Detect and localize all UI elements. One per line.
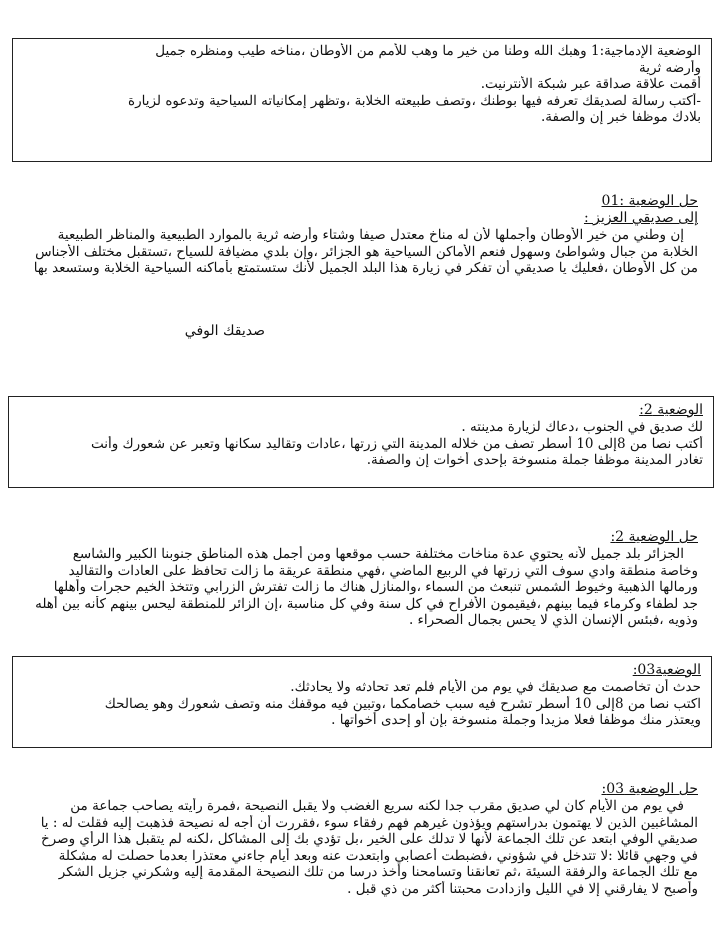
answer-2-line: ورمالها الذهبية وخيوط الشمس تنبعث من السماء ،والمنازل هناك ما زالت تفترش الزرابي وتتخذ الخيم حجرات وأهلها: [53, 579, 698, 596]
answer-3-line: في يوم من الأيام كان لي صديق مقرب جدا لكنه سريع الغضب ولا يقبل النصيحة ،فمرة رأيته يصاحب جماعة من: [70, 798, 684, 814]
exercise-1-line: -أكتب رسالة لصديقك تعرفه فيها بوطنك ،وتصف طبيعته الخلابة ،وتظهر إمكانياته السياحية وتدعوه لزيارة: [128, 92, 701, 109]
exercise-3-line: حدث أن تخاصمت مع صديقك في يوم من الأيام فلم تعد تحادثه ولا يحادثك.: [290, 679, 701, 695]
answer-1: [12, 192, 698, 277]
answer-3: [12, 780, 698, 898]
answer-3-line: المشاغبين الذين لا يهتمون بدراستهم ويؤذون غيرهم فهم رفقاء سوء ،فقررت أن أجه له نصيحة فذهبت إليه فقلت له : يا: [40, 814, 698, 831]
exercise-3-heading: الوضعية03:: [632, 662, 701, 678]
answer-1-line: من كل الأوطان ،فعليك يا صديقي أن تفكر في زيارة هذا البلد الجميل لأنك ستستمتع بأماكنه السياحية الخلابة وستسعد بها: [33, 260, 698, 277]
exercise-2-line: لك صديق في الجنوب ،دعاك لزيارة مدينته .: [461, 419, 703, 435]
answer-3-line: في وجهي قائلا :لا تتدخل في شؤوني ،فضبطت أعصابي وابتعدت عنه وبعد أيام جاءني معتذرا بعدما حصلت له مشكلة: [58, 847, 698, 864]
exercise-box-2: [8, 396, 714, 488]
exercise-3-line: ويعتذر منك موظفا فعلا مزيدا وجملة منسوخة بإن أو إحدى أخواتها .: [331, 712, 701, 729]
answer-3-heading: حل الوضعية 03:: [601, 781, 698, 797]
answer-2-line: الجزائر بلد جميل لأنه يحتوي عدة مناخات مختلفة حسب موقعها ومن أجمل هذه المناطق جنوبنا الكبير والشاسع: [72, 546, 684, 562]
exercise-1-line: بلادك موظفا خبر إن والصفة.: [541, 109, 701, 126]
exercise-1-line: الوضعية الإدماجية:1 وهبك الله وطنا من خير ما وهب للأمم من الأوطان ،مناخه طيب ومنظره جميل: [155, 43, 701, 59]
answer-2-line: جد لطفاء وكرماء فيما بينهم ،فيقيمون الأفراح في كل سنة وفي كل مناسبة ،إن الزائر للمنطقة ليحس بينهم كأنه بين أهله: [35, 595, 698, 612]
answer-2: [12, 528, 698, 629]
exercise-2-heading: الوضعية 2:: [639, 402, 703, 418]
answer-1-line: الخلابة من جبال وشواطئ وسهول فنعم الأماكن السياحية هو الجزائر ،وإن بلدي مضيافة للسياح ،تستقبل مختلف الأجناس: [35, 243, 698, 260]
answer-3-line: وأصبح لا يفارقني إلا في الليل وازدادت محبتنا أكثر من ذي قبل .: [347, 880, 698, 897]
exercise-1-line: أقمت علاقة صداقة عبر شبكة الأنترنيت.: [480, 76, 701, 93]
answer-1-signature: صديقك الوفي: [184, 323, 265, 339]
answer-2-line: وذويه ،فبئس الإنسان الذي لا يحس بجمال الصحراء .: [408, 612, 698, 629]
answer-1-greeting: إلى صديقي العزيز :: [583, 210, 698, 226]
exercise-2-line: أكتب نصا من 8إلى 10 أسطر تصف من خلاله المدينة التي زرتها ،عادات وتقاليد سكانها وتعبر عن شعورك وأنت: [90, 435, 703, 452]
answer-1-heading: حل الوضعية :01: [601, 193, 698, 209]
exercise-2-line: تغادر المدينة موظفا جملة منسوخة بإحدى أخوات إن والصفة.: [366, 452, 703, 469]
exercise-1-line: وأرضه ثرية: [639, 59, 701, 76]
answer-2-line: وخاصة منطقة وادي سوف التي زرتها في الربيع الماضي ،فهي منطقة عريقة ما زالت تحافظ على العادات والتقاليد: [68, 562, 698, 579]
answer-1-line: إن وطني من خير الأوطان وأجملها لأن له مناخ معتدل صيفا وشتاء وأرضه ثرية بالموارد الطبيعية والمناظر الطبيعية: [57, 227, 684, 243]
answer-2-heading: حل الوضعية 2:: [610, 529, 698, 545]
answer-3-line: صديقي الوفي ابتعد عن تلك الجماعة لأنها لا تدلك على الخير ،بل تؤدي بك إلى المشاكل ،لكنه لم يتقبل هذا الرأي وصرخ: [40, 831, 698, 848]
answer-3-line: مع تلك الجماعة والرفقة السيئة ،ثم تعانقنا وتسامحنا وأخذ درسا من تلك النصيحة المقدمة إليه وشكرني جزيل الشكر: [58, 864, 698, 881]
exercise-box-3: [12, 656, 712, 748]
exercise-3-line: اكتب نصا من 8إلى 10 أسطر تشرح فيه سبب خصامكما ،وتبين فيه موقفك منه وتصف شعورك وهو يصالحك: [104, 695, 701, 712]
exercise-box-1: [12, 38, 712, 162]
